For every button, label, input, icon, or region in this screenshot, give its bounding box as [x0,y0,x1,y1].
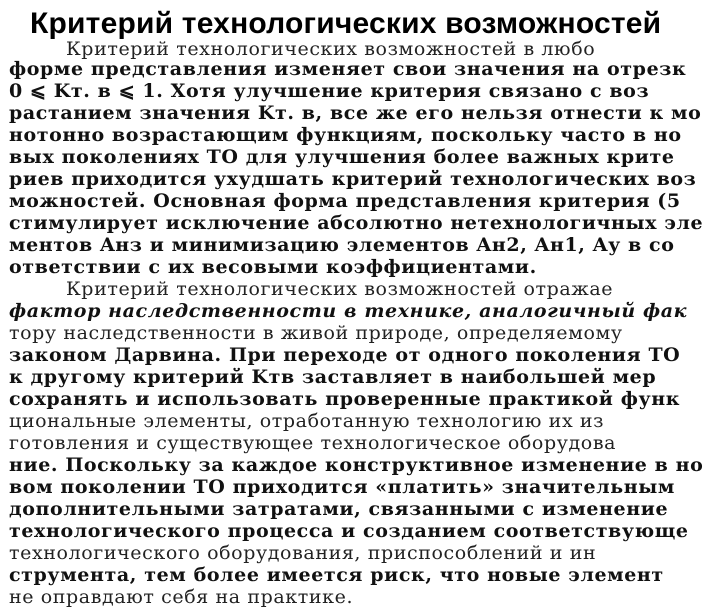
scanned-text-page [0,38,720,608]
text-line: не оправдают себя на практике. [9,586,354,608]
text-line: риев приходится ухудшать критерий технологических воз [9,168,697,190]
text-line: струмента, тем более имеется риск, что новые элемент [9,564,664,586]
text-line: технологического процесса и созданием соответствующе [9,520,689,542]
text-line: тору наследственности в живой природе, определяемому [9,322,623,344]
text-line: Критерий технологических возможностей отражае [66,278,614,300]
text-line: фактор наследственности в технике, аналогичный фак [9,300,688,322]
text-line: вых поколениях ТО для улучшения более важных крите [9,146,675,168]
text-line: циональные элементы, отработанную технологию их из [9,410,605,432]
text-line: ментов Aнз и минимизацию элементов Aн2, Aн1, Aу в со [9,234,675,256]
text-line: ответствии с их весовыми коэффициентами. [9,256,537,278]
text-line: ние. Поскольку за каждое конструктивное изменение в но [9,454,704,476]
text-line: можностей. Основная форма представления критерия (5 [9,190,681,212]
text-line: готовления и существующее технологическое оборудова [9,432,617,454]
text-line: растанием значения Kт. в, все же его нельзя отнести к мо [9,102,702,124]
text-line: форме представления изменяет свои значения на отрезк [9,58,687,80]
text-line: 0 ⩽ Kт. в ⩽ 1. Хотя улучшение критерия связано с воз [9,80,650,102]
text-line: Критерий технологических возможностей в любо [66,38,596,60]
text-line: сохранять и использовать проверенные практикой функ [9,388,681,410]
slide-title: Критерий технологических возможностей [30,7,662,40]
text-line: вом поколении ТО приходится «платить» значительным [9,476,675,498]
text-line: технологического оборудования, приспособлений и ин [9,542,597,564]
text-line: стимулирует исключение абсолютно нетехнологичных эле [9,212,704,234]
text-line: нотонно возрастающим функциям, поскольку часто в но [9,124,682,146]
text-line: к другому критерий Kтв заставляет в наибольшей мер [9,366,657,388]
text-line: дополнительными затратами, связанными с изменение [9,498,669,520]
text-line: законом Дарвина. При переходе от одного поколения ТО [9,344,681,366]
